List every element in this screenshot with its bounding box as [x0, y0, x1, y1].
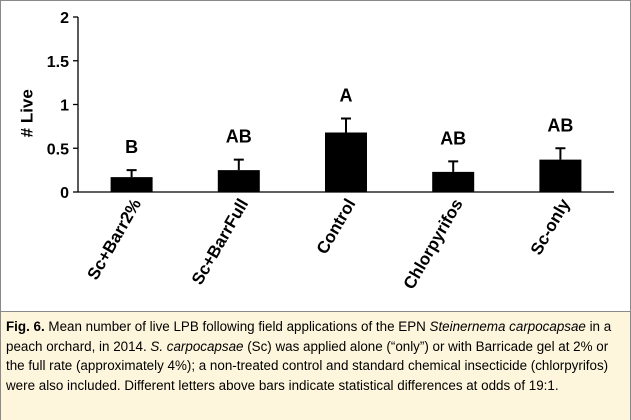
- x-tick-label: Chlorpyrifos: [399, 195, 467, 293]
- caption-species-name: Steinernema carpocapsae: [429, 319, 586, 334]
- significance-letter: AB: [225, 126, 252, 147]
- x-tick-label: Sc+BarrFull: [187, 195, 253, 289]
- y-axis-title: # Live: [17, 89, 37, 138]
- bar: [539, 160, 581, 192]
- significance-letter: AB: [440, 128, 467, 149]
- caption-species-abbrev: S. carpocapsae: [150, 338, 244, 354]
- caption-text-3: (Sc) was applied alone (“only”) or with Barricade gel at 2% or the full rate (approximately 4%); a non-treated control and standard chemical insecticide (chlorpyrifos) were also included. Different letters above bars indicate statistical differences at odds of 19:1.: [6, 338, 609, 393]
- bar: [325, 133, 367, 193]
- x-tick-label: Sc-only: [526, 195, 574, 259]
- bar: [111, 177, 153, 192]
- bar: [218, 170, 260, 192]
- figure-caption: [1, 311, 630, 420]
- y-tick-label: 1: [60, 97, 69, 115]
- bar: [432, 172, 474, 192]
- x-tick-label: Control: [312, 195, 360, 258]
- y-tick-label: 2: [60, 10, 69, 27]
- significance-letter: AB: [547, 115, 574, 136]
- x-tick-label: Sc+Barr2%: [83, 195, 146, 284]
- bar-chart: [1, 1, 630, 311]
- y-tick-label: 0: [60, 185, 69, 202]
- caption-label: Fig. 6.: [6, 319, 45, 334]
- caption-text-2: in a peach orchard, in 2014.: [6, 319, 612, 354]
- significance-letter: B: [125, 137, 139, 158]
- significance-letter: A: [339, 85, 353, 106]
- y-tick-label: 1.5: [46, 53, 69, 71]
- caption-text-1: Mean number of live LPB following field applications of the EPN: [44, 319, 430, 334]
- y-tick-label: 0.5: [46, 141, 69, 159]
